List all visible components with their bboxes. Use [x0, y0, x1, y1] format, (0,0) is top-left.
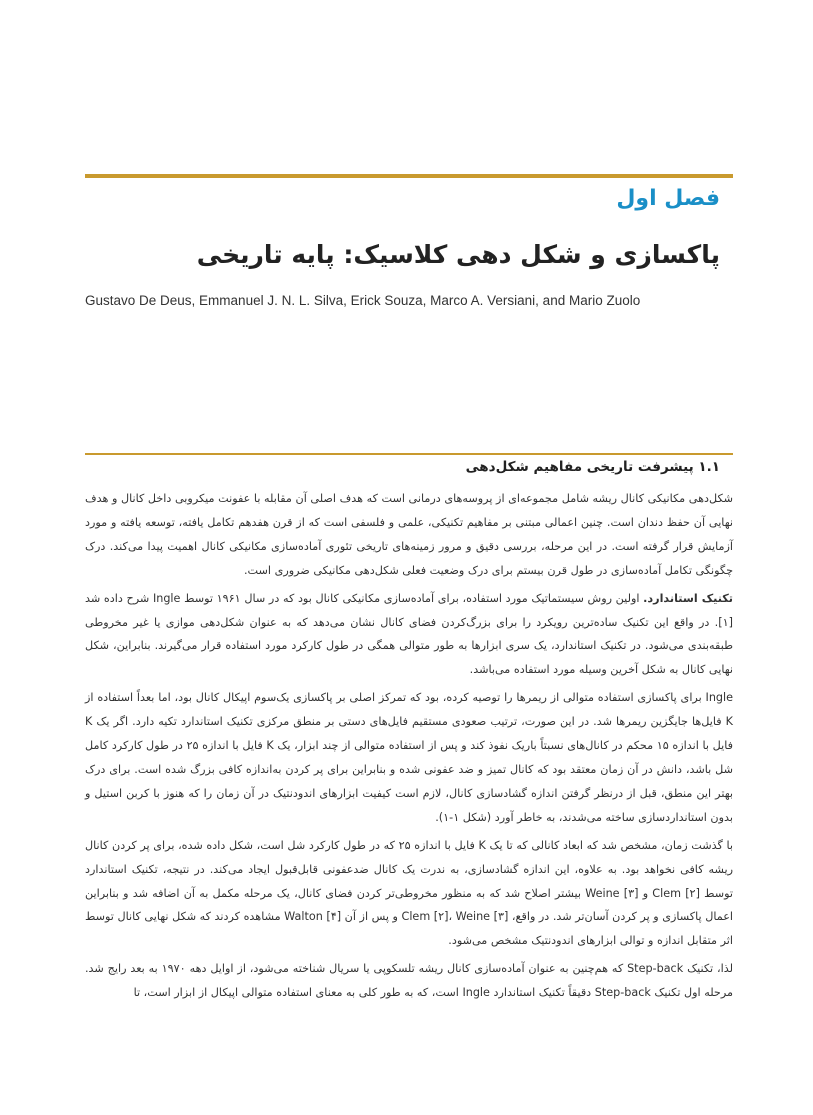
paragraph-4: [85, 834, 733, 954]
section-rule: [85, 453, 733, 455]
paragraph-3-text: Ingle برای پاکسازی استفاده متوالی از ریمرها را توصیه کرده، بود که تمرکز اصلی بر پاکسازی یک‌سوم اپیکال کانال بود، اما بعداً استفاده از K فایل‌ها جایگزین ریمرها شد. در این صورت، ترتیب صعودی مستقیم فایل‌های دستی بر منطق مرکزی تکنیک استاندارد تکیه دارد. اگر یک K فایل با اندازه ۱۵ محکم در کانال‌های نسبتاً باریک نفوذ کند و پس از استفاده متوالی از چند ابزار، یک K فایل با اندازه ۲۵ در طول کارکرد کامل شل باشد، دانش در آن زمان معتقد بود که کانال تمیز و ضد عفونی شده و بنابراین برای پر کردن به‌اندازه کافی بزرگ شده است. برای درک بهتر این منطق، قبل از درنظر گرفتن اندازه گشادسازی کانال، لازم است کیفیت ابزارهای اندودنتیک در آن زمان را که هنوز با کربن استیل و بدون استانداردسازی ساخته می‌شدند، به خاطر آورد (شکل ۱-۱).: [85, 691, 733, 824]
paragraph-4-text: با گذشت زمان، مشخص شد که ابعاد کانالی که تا یک K فایل با اندازه ۲۵ که در طول کارکرد شل است، شکل داده شده، برای پر کردن کانال ریشه کافی نخواهد بود. به علاوه، این اندازه گشادسازی، به ندرت یک کانال ضدعفونی قابل‌قبول ایجاد می‌کند. در نتیجه، تکنیک استاندارد توسط Clem [۲] و Weine [۳] بیشتر اصلاح شد که به منظور مخروطی‌تر کردن فضای کانال، یک مرحله مکمل به آن اضافه شد و بنابراین اعمال پاکسازی و پر کردن آسان‌تر شد. در واقع، Clem [۲]، Weine [۳] و پس از آن Walton [۴] مشاهده کردند که شکل نهایی کانال توسط اثر متقابل اندازه و توالی ابزارهای اندودنتیک مشخص می‌شود.: [85, 838, 734, 948]
paragraph-2-lead: تکنیک استاندارد.: [643, 591, 733, 605]
paragraph-2: [85, 587, 733, 683]
paragraph-2-text: اولین روش سیستماتیک مورد استفاده، برای آماده‌سازی مکانیکی کانال بود که در سال ۱۹۶۱ توسط Ingle شرح داده شد [۱]. در واقع این تکنیک ساده‌ترین رویکرد را برای بزرگ‌کردن فضای کانال نشان می‌دهد که به عنوان شکل‌دهی موازی یا غیر مخروطی طبقه‌بندی می‌شود. در تکنیک استاندارد، یک سری ابزارها به طور متوالی همگی در طول کارکرد مورد استفاده قرار می‌گیرند. بنابراین، شکل نهایی کانال به شکل آخرین وسیله مورد استفاده می‌باشد.: [85, 591, 733, 677]
paragraph-5-text: لذا، تکنیک Step-back که هم‌چنین به عنوان آماده‌سازی کانال ریشه تلسکوپی یا سریال شناخته می‌شود، از اوایل دهه ۱۹۷۰ به بعد رایج شد. مرحله اول تکنیک Step-back دقیقاً تکنیک استاندارد Ingle است، که به طور کلی به معنای استفاده متوالی اپیکال از ابزار است، تا: [85, 962, 734, 1000]
body-text: [85, 487, 733, 1009]
section-heading: ۱.۱ پیشرفت تاریخی مفاهیم شکل‌دهی: [465, 459, 720, 475]
chapter-top-rule: [85, 174, 733, 178]
paragraph-1: [85, 487, 733, 583]
paragraph-5: [85, 957, 733, 1005]
chapter-title: پاکسازی و شکل دهی کلاسیک: پایه تاریخی: [196, 240, 720, 269]
chapter-authors: Gustavo De Deus, Emmanuel J. N. L. Silva, Erick Souza, Marco A. Versiani, and Mario Zuolo: [85, 293, 641, 308]
chapter-label: فصل اول: [616, 186, 720, 211]
paragraph-1-text: شکل‌دهی مکانیکی کانال ریشه شامل مجموعه‌ای از پروسه‌های درمانی است که هدف اصلی آن مقابله با عفونت میکروبی داخل کانال و هدف نهایی آن حفظ دندان است. چنین اعمالی مبتنی بر مفاهیم تکنیکی، علمی و فلسفی است که از قرن هفدهم تکامل یافته، توسعه یافته و مورد آزمایش قرار گرفته است. در این مرحله، بررسی دقیق و مرور زمینه‌های تاریخی تئوری آماده‌سازی مکانیکی کانال اهمیت پیدا می‌کند. درک چگونگی تکامل آماده‌سازی در طول قرن بیستم برای درک وضعیت فعلی شکل‌دهی مکانیکی ضروری است.: [85, 492, 733, 577]
paragraph-3: [85, 686, 733, 829]
